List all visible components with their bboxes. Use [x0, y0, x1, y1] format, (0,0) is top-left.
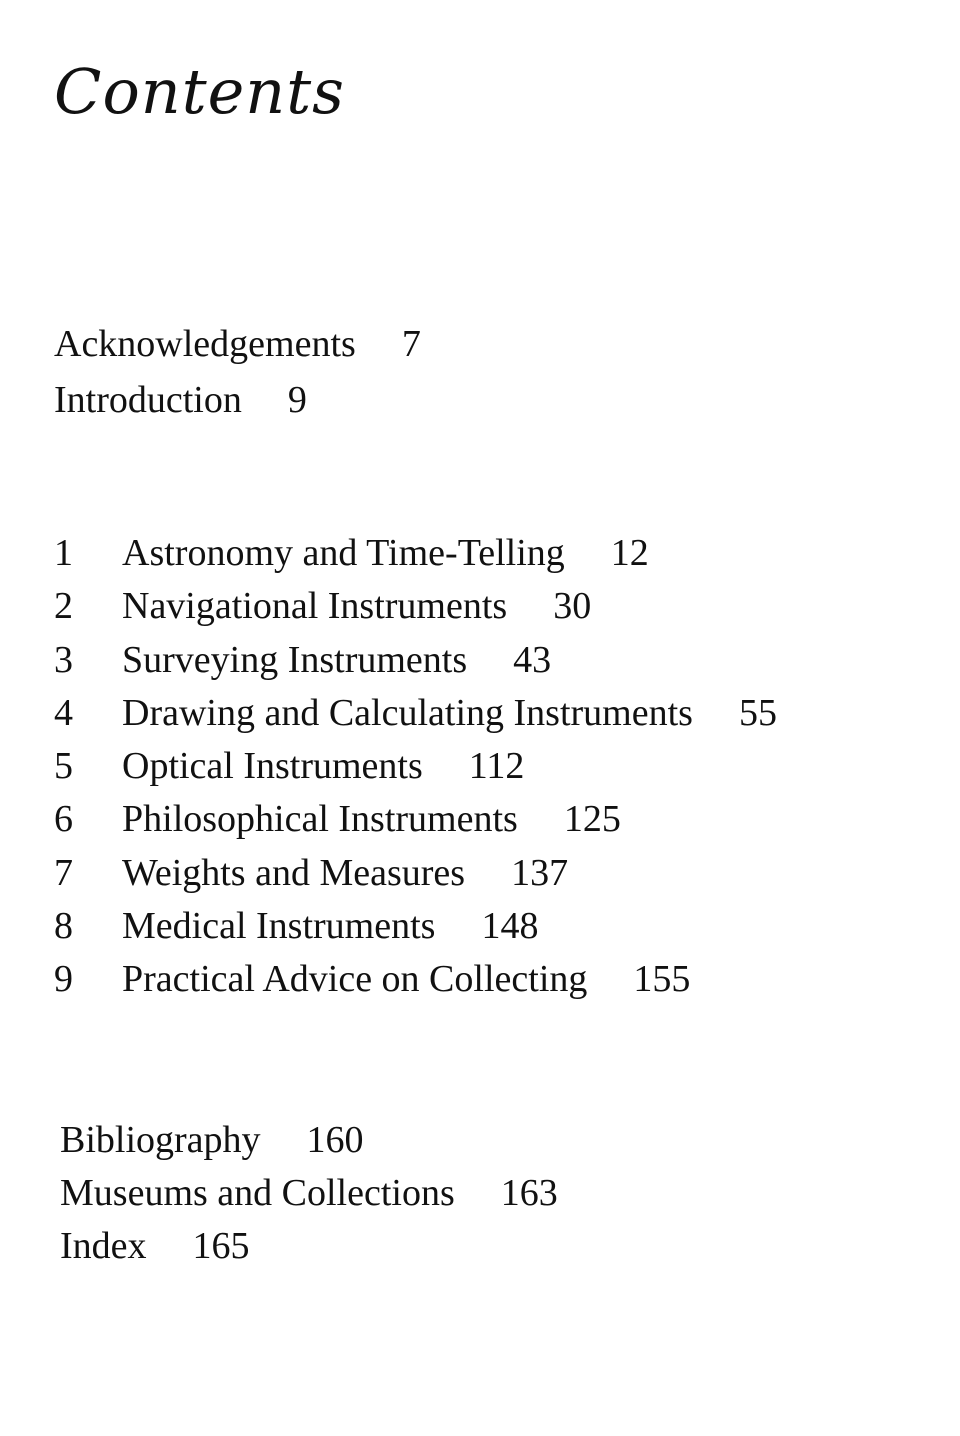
entry-title: Drawing and Calculating Instruments [122, 691, 693, 734]
entry-page-number: 55 [738, 691, 777, 734]
front-matter-list [54, 316, 421, 428]
entry-title: Astronomy and Time-Telling [122, 532, 565, 574]
entry-page-number: 160 [306, 1119, 364, 1161]
entry-page-number: 9 [287, 379, 307, 421]
entry-title: Surveying Instruments [122, 638, 468, 681]
back-matter-list [60, 1114, 558, 1273]
entry-title: Index [60, 1225, 147, 1267]
entry-page-number: 7 [401, 323, 421, 365]
toc-entry-chapter-5 [54, 740, 777, 793]
chapter-number: 7 [54, 851, 73, 894]
chapter-number: 9 [54, 958, 73, 1001]
entry-title: Medical Instruments [122, 905, 436, 948]
entry-page-number: 137 [511, 851, 569, 894]
entry-page-number: 43 [513, 638, 552, 681]
entry-page-number: 12 [610, 532, 649, 574]
chapter-list [54, 527, 777, 1007]
toc-entry-chapter-8 [54, 900, 777, 953]
entry-title: Philosophical Instruments [122, 798, 518, 841]
entry-page-number: 163 [500, 1172, 558, 1214]
toc-entry-chapter-2 [54, 580, 777, 633]
toc-entry-chapter-3 [54, 634, 777, 687]
entry-title: Weights and Measures [122, 851, 466, 894]
entry-page-number: 165 [192, 1225, 250, 1267]
toc-entry-introduction [54, 372, 421, 428]
entry-title: Optical Instruments [122, 745, 423, 788]
toc-entry-chapter-6 [54, 793, 777, 846]
entry-page-number: 148 [481, 905, 539, 948]
chapter-number: 5 [54, 745, 73, 788]
toc-entry-bibliography [60, 1114, 558, 1167]
toc-entry-chapter-1 [54, 527, 777, 580]
entry-title: Museums and Collections [60, 1172, 455, 1214]
toc-entry-chapter-9 [54, 953, 777, 1006]
toc-entry-museums-and-collections [60, 1167, 558, 1220]
chapter-number: 3 [54, 638, 73, 681]
chapter-number: 2 [54, 585, 73, 628]
entry-title: Practical Advice on Collecting [122, 958, 588, 1001]
toc-entry-chapter-7 [54, 847, 777, 900]
chapter-number: 8 [54, 905, 73, 948]
toc-entry-index [60, 1220, 558, 1273]
entry-page-number: 155 [633, 958, 691, 1001]
entry-page-number: 30 [553, 585, 592, 628]
entry-title: Acknowledgements [54, 323, 356, 365]
toc-entry-chapter-4 [54, 687, 777, 740]
page-title: Contents [54, 55, 345, 128]
chapter-number: 1 [54, 532, 73, 574]
entry-page-number: 125 [563, 798, 621, 841]
toc-entry-acknowledgements [54, 316, 421, 372]
chapter-number: 4 [54, 691, 73, 734]
entry-title: Navigational Instruments [122, 585, 508, 628]
chapter-number: 6 [54, 798, 73, 841]
entry-title: Bibliography [60, 1119, 261, 1161]
entry-title: Introduction [54, 379, 242, 421]
entry-page-number: 112 [468, 745, 525, 788]
